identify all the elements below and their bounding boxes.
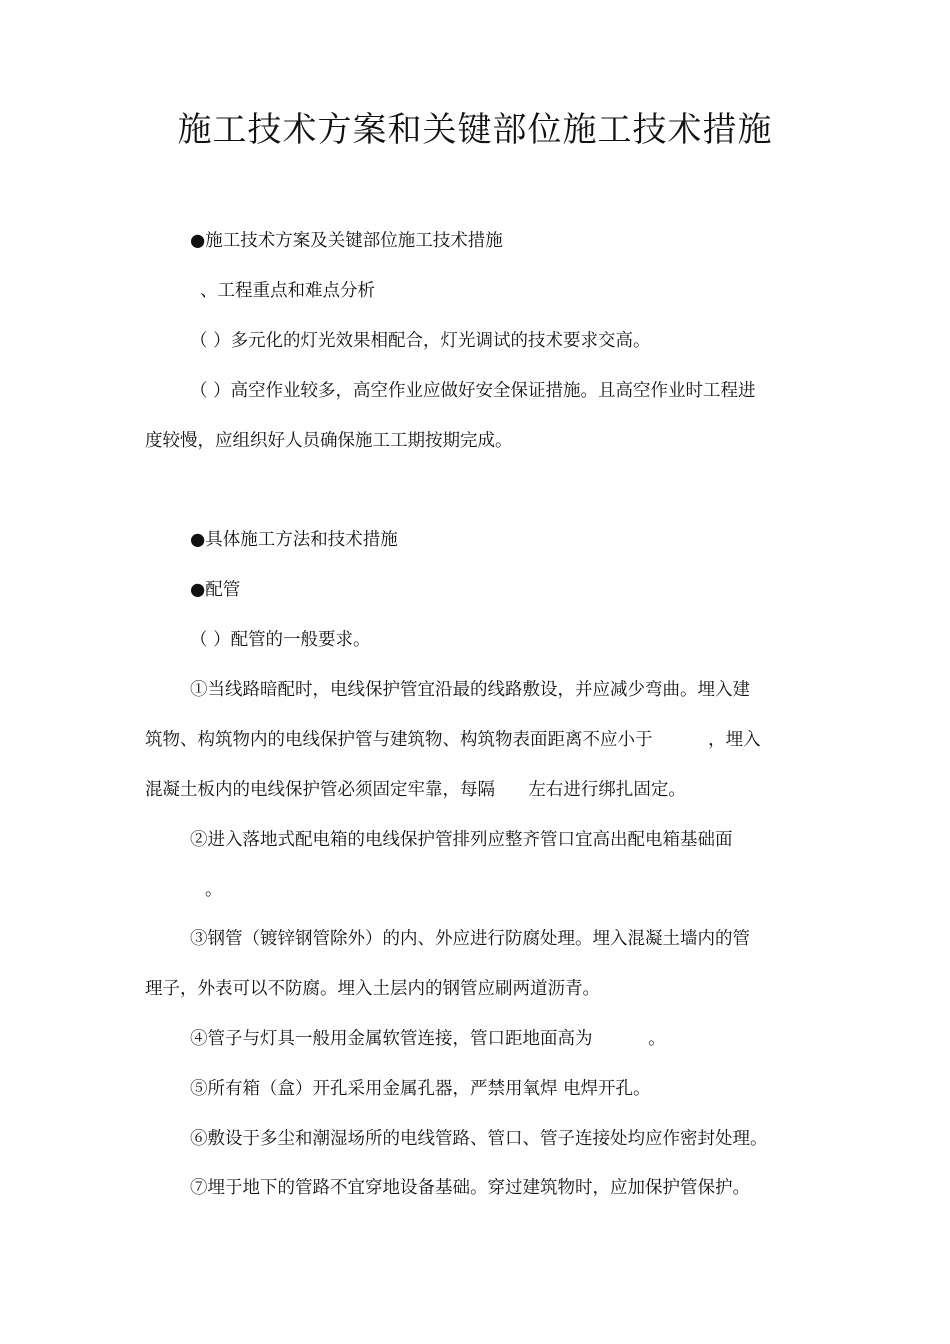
section-heading: ●具体施工方法和技术措施 — [190, 530, 398, 550]
paragraph-line: ⑤所有箱（盒）开孔采用金属孔器，严禁用氧焊 电焊开孔。 — [190, 1079, 651, 1099]
paragraph-line: ⑦埋于地下的管路不宜穿地设备基础。穿过建筑物时，应加保护管保护。 — [190, 1178, 750, 1198]
subsection-heading: 、工程重点和难点分析 — [200, 281, 375, 301]
paragraph-line: ①当线路暗配时，电线保护管宜沿最的线路敷设，并应减少弯曲。埋入建 — [190, 680, 750, 700]
paragraph-line: （ ）多元化的灯光效果相配合，灯光调试的技术要求交高。 — [190, 331, 651, 351]
paragraph-line: 。 — [205, 880, 223, 900]
paragraph-line: （ ）配管的一般要求。 — [190, 630, 371, 650]
paragraph-line: 度较慢，应组织好人员确保施工工期按期完成。 — [145, 431, 513, 451]
paragraph-line: 理子，外表可以不防腐。埋入土层内的钢管应刷两道沥青。 — [145, 979, 600, 999]
paragraph-line: 筑物、构筑物内的电线保护管与建筑物、构筑物表面距离不应小于 ，埋入 — [145, 730, 761, 750]
section-heading: ●施工技术方案及关键部位施工技术措施 — [190, 231, 503, 251]
paragraph-line: ②进入落地式配电箱的电线保护管排列应整齐管口宜高出配电箱基础面 — [190, 830, 733, 850]
paragraph-line: ⑥敷设于多尘和潮湿场所的电线管路、管口、管子连接处均应作密封处理。 — [190, 1129, 768, 1149]
page-title: 施工技术方案和关键部位施工技术措施 — [177, 110, 773, 150]
paragraph-line: 混凝土板内的电线保护管必须固定牢靠，每隔 左右进行绑扎固定。 — [145, 780, 686, 800]
paragraph-line: ④管子与灯具一般用金属软管连接，管口距地面高为 。 — [190, 1029, 666, 1049]
paragraph-line: ③钢管（镀锌钢管除外）的内、外应进行防腐处理。埋入混凝土墙内的管 — [190, 929, 750, 949]
subsection-heading: ●配管 — [190, 580, 241, 600]
paragraph-line: （ ）高空作业较多，高空作业应做好安全保证措施。且高空作业时工程进 — [190, 381, 756, 401]
